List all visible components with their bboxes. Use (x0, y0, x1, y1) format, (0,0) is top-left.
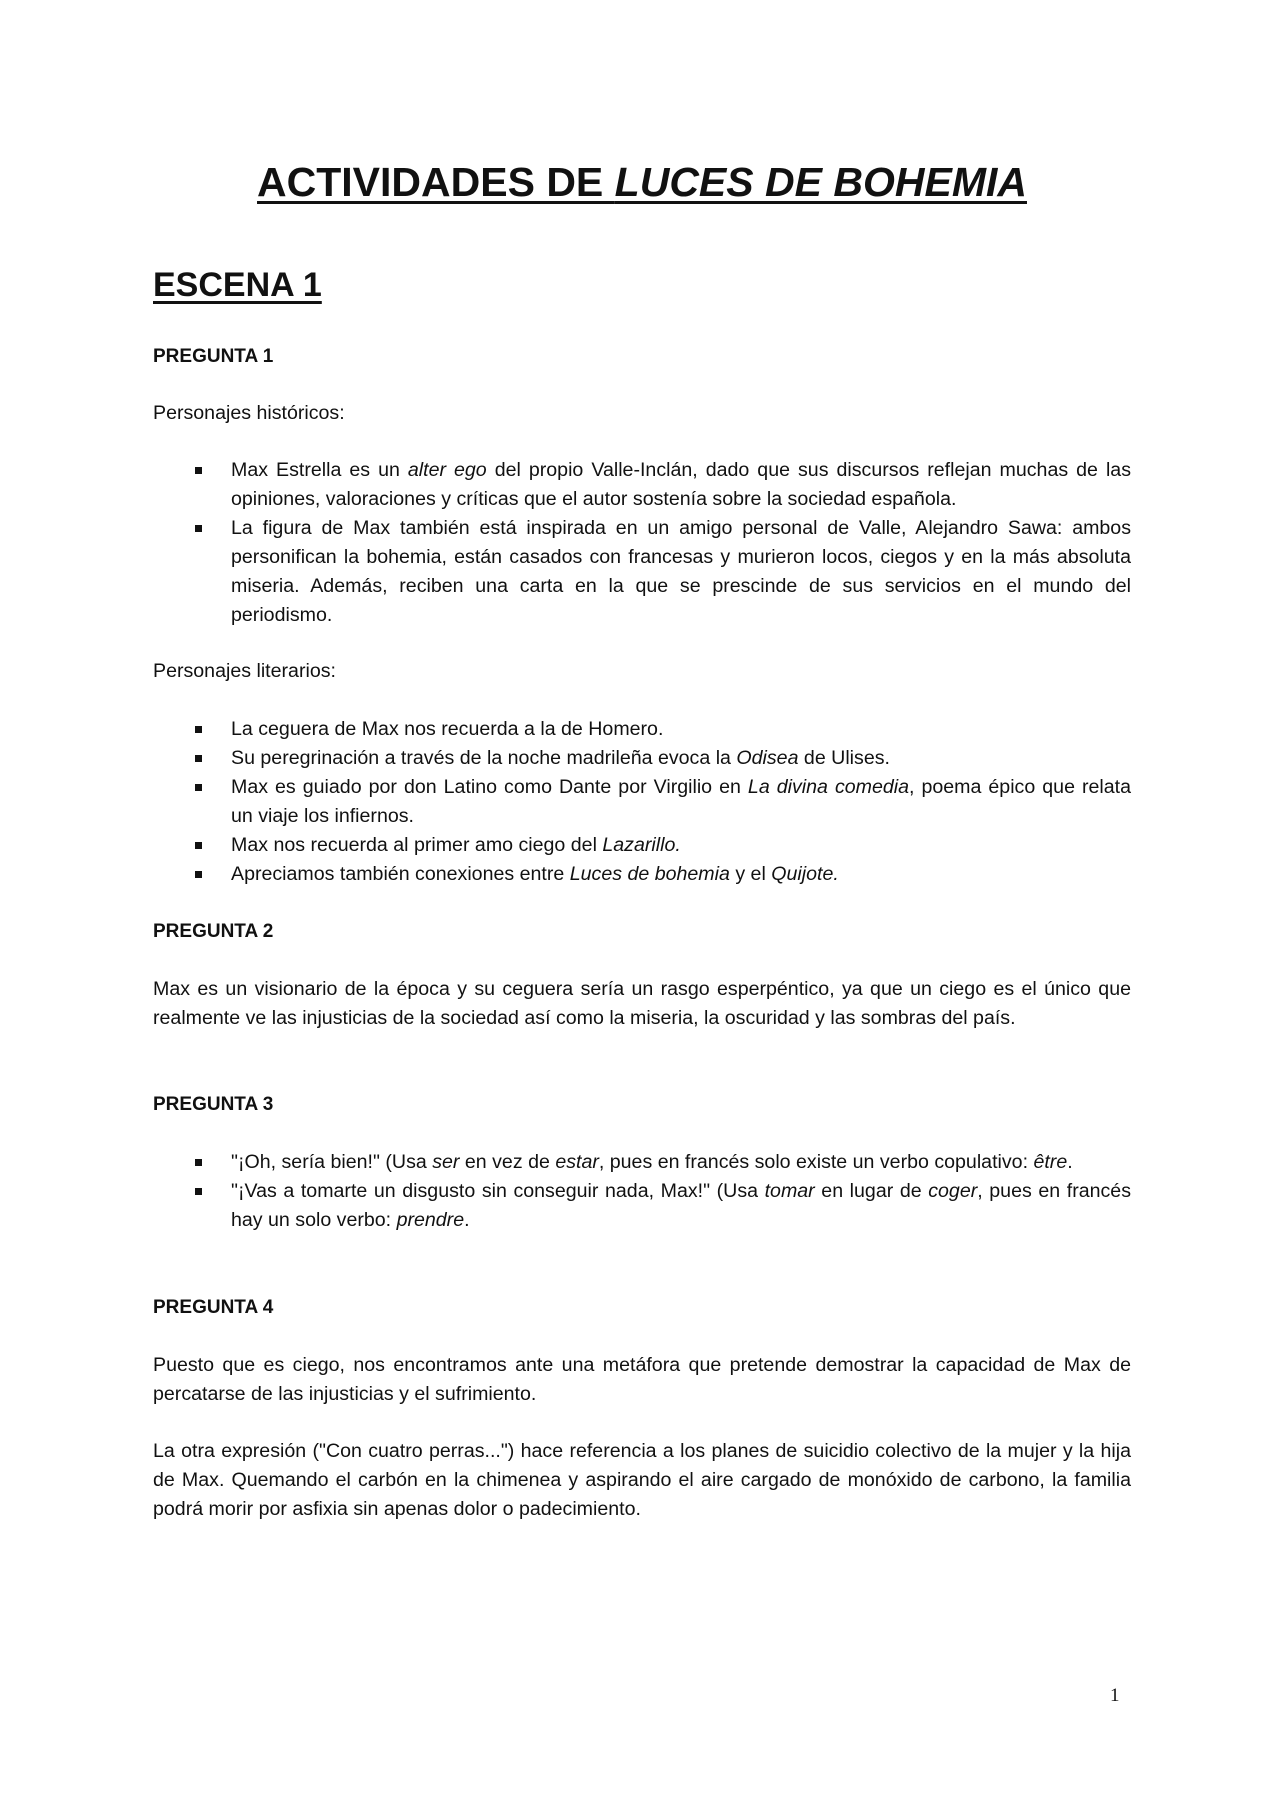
bullet-icon (195, 871, 202, 878)
title-italic: LUCES DE BOHEMIA (614, 159, 1027, 205)
document-title (153, 158, 1131, 206)
pregunta-1-heading: PREGUNTA 1 (153, 346, 274, 367)
page-number: 1 (1110, 1685, 1120, 1706)
bullet-icon (195, 525, 202, 532)
scene-heading: ESCENA 1 (153, 266, 322, 304)
pregunta-2-heading: PREGUNTA 2 (153, 921, 274, 942)
pregunta-3-heading: PREGUNTA 3 (153, 1094, 274, 1115)
list-item: "¡Vas a tomarte un disgusto sin conseguir nada, Max!" (Usa tomar en lugar de coger, pues en francés hay un solo verbo: prendre. (153, 1177, 1131, 1235)
list-item: "¡Oh, sería bien!" (Usa ser en vez de estar, pues en francés solo existe un verbo copulativo: être. (153, 1148, 1131, 1177)
bullet-icon (195, 842, 202, 849)
list-item: Max Estrella es un alter ego del propio Valle-Inclán, dado que sus discursos reflejan muchas de las opiniones, valoraciones y críticas que el autor sostenía sobre la sociedad española. (153, 456, 1131, 514)
pregunta-3-list (153, 1148, 1131, 1235)
list-item: Max nos recuerda al primer amo ciego del Lazarillo. (153, 831, 1131, 860)
bullet-icon (195, 726, 202, 733)
bullet-icon (195, 1188, 202, 1195)
list-item: La figura de Max también está inspirada en un amigo personal de Valle, Alejandro Sawa: ambos personifican la bohemia, están casados con francesas y murieron locos, ciegos y en la más absoluta miseria. Además, reciben una carta en la que se prescinde de sus servicios en el mundo del periodismo. (153, 514, 1131, 630)
bullet-icon (195, 1159, 202, 1166)
literarios-list (153, 715, 1131, 889)
bullet-icon (195, 755, 202, 762)
pregunta-2-text: Max es un visionario de la época y su ceguera sería un rasgo esperpéntico, ya que un ciego es el único que realmente ve las injusticias de la sociedad así como la miseria, la oscuridad y las sombras del país. (153, 978, 1131, 1029)
list-item: Apreciamos también conexiones entre Luces de bohemia y el Quijote. (153, 860, 1131, 889)
literarios-label: Personajes literarios: (153, 660, 336, 682)
bullet-icon (195, 784, 202, 791)
list-item: Max es guiado por don Latino como Dante por Virgilio en La divina comedia, poema épico que relata un viaje los infiernos. (153, 773, 1131, 831)
pregunta-4-heading: PREGUNTA 4 (153, 1297, 274, 1318)
title-prefix: ACTIVIDADES DE (257, 159, 615, 205)
pregunta-4-paragraph-2: La otra expresión ("Con cuatro perras...") hace referencia a los planes de suicidio colectivo de la mujer y la hija de Max. Quemando el carbón en la chimenea y aspirando el aire cargado de monóxido de carbono, la familia podrá morir por asfixia sin apenas dolor o padecimiento. (153, 1440, 1131, 1520)
historicos-label: Personajes históricos: (153, 402, 345, 424)
historicos-list (153, 456, 1131, 630)
bullet-icon (195, 467, 202, 474)
list-item: La ceguera de Max nos recuerda a la de Homero. (153, 715, 1131, 744)
pregunta-4-paragraph-1: Puesto que es ciego, nos encontramos ante una metáfora que pretende demostrar la capacidad de Max de percatarse de las injusticias y el sufrimiento. (153, 1354, 1131, 1405)
list-item: Su peregrinación a través de la noche madrileña evoca la Odisea de Ulises. (153, 744, 1131, 773)
